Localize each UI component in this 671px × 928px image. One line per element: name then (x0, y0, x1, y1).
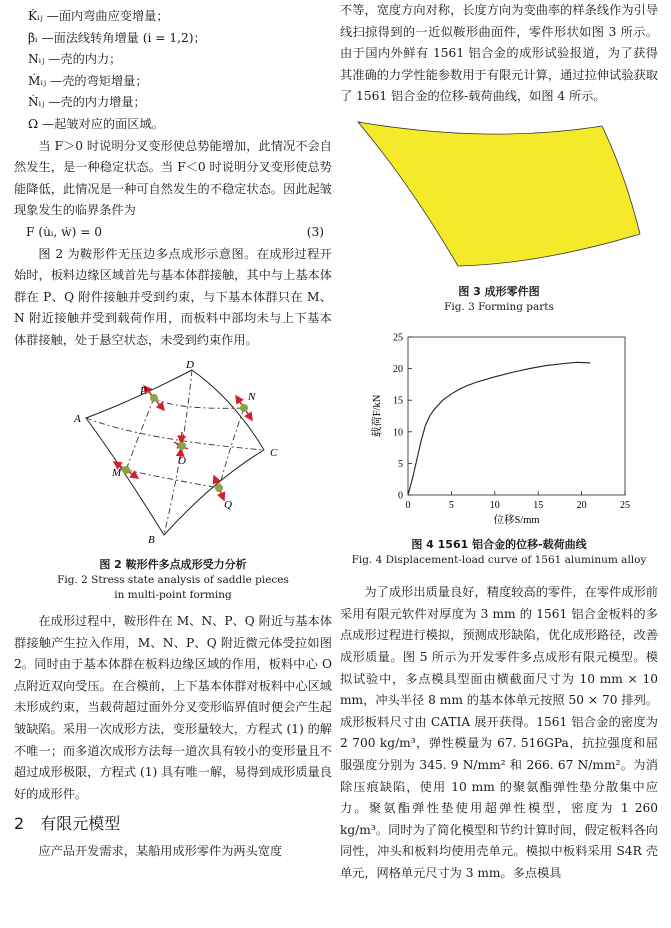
y-tick-label: 0 (398, 490, 403, 502)
paragraph: 应产品开发需求，某船用成形零件为两头宽度 (38, 844, 283, 859)
label-n: N (248, 390, 256, 403)
y-axis-label: 载荷F/kN (372, 394, 383, 437)
figure-4-caption-en: Fig. 4 Displacement-load curve of 1561 aluminum alloy (351, 554, 647, 567)
plot-frame (408, 337, 625, 495)
figure-4 (340, 325, 658, 569)
y-tick-label: 10 (393, 426, 403, 438)
label-m: M (112, 466, 122, 479)
node-point (240, 404, 248, 412)
y-tick-label: 25 (393, 332, 403, 344)
paragraph: 为了成形出质量良好，精度较高的零件，在零件成形前采用有限元软件对厚度为 3 mm 的 1561 铝合金板料的多点成形过程进行模拟，预测成形缺陷，优化成形路径，改善成形质量。图 5 所示为开发零件多点成形有限元模型。模拟试验中，多点模具型面由横截面尺寸为 10 mm × 10 mm，冲头半径 8 mm 的基本体单元按照 50 × 70 排列。成形板料尺寸由 CATIA 展开获得。1561 铝合金的密度为 2 700 kg/m³，弹性模量为 67. 516GPa，抗拉强度和屈服强度分别为 345. 9 N/mm² 和 266. 67 N/mm²。为消除压痕缺陷，使用 10 mm 的聚氨酯弹性垫分散集中应力。聚氨酯弹性垫使用超弹性模型，密度为 1 260 kg/m³。同时为了简化模型和节约计算时间，假定板料各向同性，冲头和板料均使用壳单元。模拟中板料采用 S4R 壳单元，网格单元尺寸为 3 mm。多点模具 (340, 585, 658, 880)
dash-line (86, 418, 264, 450)
figure-2-caption-cn: 图 2 鞍形件多点成形受力分析 (99, 558, 247, 572)
section-heading (14, 811, 332, 837)
equation-number: (3) (306, 224, 324, 239)
figure-4-caption-cn: 图 4 1561 铝合金的位移-载荷曲线 (411, 538, 587, 552)
dash-line (126, 398, 154, 470)
x-tick-label: 20 (576, 499, 587, 511)
equation-body: F (u̇ᵢ, ẇ) = 0 (26, 224, 103, 239)
node-point (150, 394, 158, 402)
label-q: Q (224, 498, 232, 511)
label-o: O (178, 454, 186, 467)
paragraph: 在成形过程中，鞍形件在 M、N、P、Q 附近与基本体群接触产生拉入作用，M、N、P、Q 附近微元体受拉如图 2。同时由于基本体群在板料边缘区域的作用，板料中心 O 点附近双向受压。在合模前，上下基本体群对板料中心区域未形成约束，当载荷超过面外分叉变形临界值时便会产生起皱缺陷。采用一次成形方法，变形量较大，方程式 (1) 的解不唯一；而多道次成形方法每一道次具有较小的变形量且不超过成形极限，方程式 (1) 具有唯一解，易得到成形质量良好的成形件。 (14, 614, 332, 801)
paragraph: 当 F＞0 时说明分叉变形使总势能增加，此情况不会自然发生，是一种稳定状态。当 F＜0 时说明分叉变形使总势能降低，此情况是一种可自然发生的不稳定状态。因此起皱现象发生的临界条件为 (14, 138, 332, 218)
label-d: D (186, 359, 194, 371)
saddle-outline (86, 370, 264, 535)
figure-2 (14, 360, 332, 604)
node-point (122, 466, 130, 474)
label-b: B (148, 533, 155, 546)
definition-line: β̇ᵢ —面法线转角增量 (i = 1,2)； (28, 30, 206, 45)
x-axis-label: 位移S/mm (493, 514, 540, 526)
x-tick-label: 10 (489, 499, 500, 511)
x-tick-label: 25 (620, 499, 630, 511)
figure-3-caption-en: Fig. 3 Forming parts (444, 300, 554, 313)
saddle-diagram (14, 360, 332, 550)
figure-3-caption-cn: 图 3 成形零件图 (458, 284, 540, 298)
force-arrow (181, 432, 182, 443)
figure-2-caption-en: Fig. 2 Stress state analysis of saddle pieces (57, 574, 289, 587)
forming-part-image (340, 114, 658, 272)
displacement-load-chart (340, 325, 658, 530)
definition-line: Ṅᵢⱼ —壳的内力增量； (28, 95, 146, 110)
definition-line: Nᵢⱼ —壳的内力； (28, 52, 122, 67)
label-p: P (140, 384, 147, 397)
section-title: 有限元模型 (40, 814, 121, 834)
label-a: A (74, 412, 81, 425)
y-tick-label: 5 (398, 458, 403, 470)
definition-line: K̇ᵢⱼ —面内弯曲应变增量； (28, 9, 169, 23)
section-number: 2 (14, 814, 25, 834)
left-column (14, 0, 332, 863)
dash-line (126, 470, 219, 488)
x-tick-label: 5 (448, 499, 454, 511)
x-tick-label: 15 (533, 499, 544, 511)
definition-line: Ω —起皱对应的面区域。 (28, 116, 164, 131)
x-tick-label: 0 (405, 499, 411, 511)
y-tick-label: 20 (393, 363, 403, 375)
load-curve (408, 362, 590, 495)
paragraph: 图 2 为鞍形件无压边多点成形示意图。在成形过程开始时，板料边缘区域首先与基本体群接触，其中与上基本体群在 P、Q 附件接触并受到约束，与下基本体群只在 M、N 附近接触并受到载荷作用，而板料中部均未与上下基本体群接触，处于悬空状态，未受到约束作用。 (14, 246, 332, 347)
y-tick-label: 15 (393, 395, 403, 407)
definition-line: Ṁᵢⱼ —壳的弯矩增量； (28, 73, 148, 88)
paragraph: 不等，宽度方向对称，长度方向为变曲率的样条线作为引导线扫掠得到的一近似鞍形曲面件，零件形状如图 3 所示。由于国内外鲜有 1561 铝合金的成形试验报道，为了获得其准确的力学性能参数用于有限元计算，通过拉伸试验获取了 1561 铝合金的位移-载荷曲线，如图 4 所示。 (340, 3, 658, 104)
label-c: C (270, 446, 278, 459)
figure-2-caption-en: in multi-point forming (114, 589, 232, 602)
dash-line (154, 398, 244, 408)
node-point (178, 442, 186, 450)
equation-3 (14, 222, 332, 244)
right-column (340, 0, 658, 884)
figure-3 (340, 114, 658, 315)
node-point (215, 484, 223, 492)
saddle-surface (358, 122, 640, 266)
